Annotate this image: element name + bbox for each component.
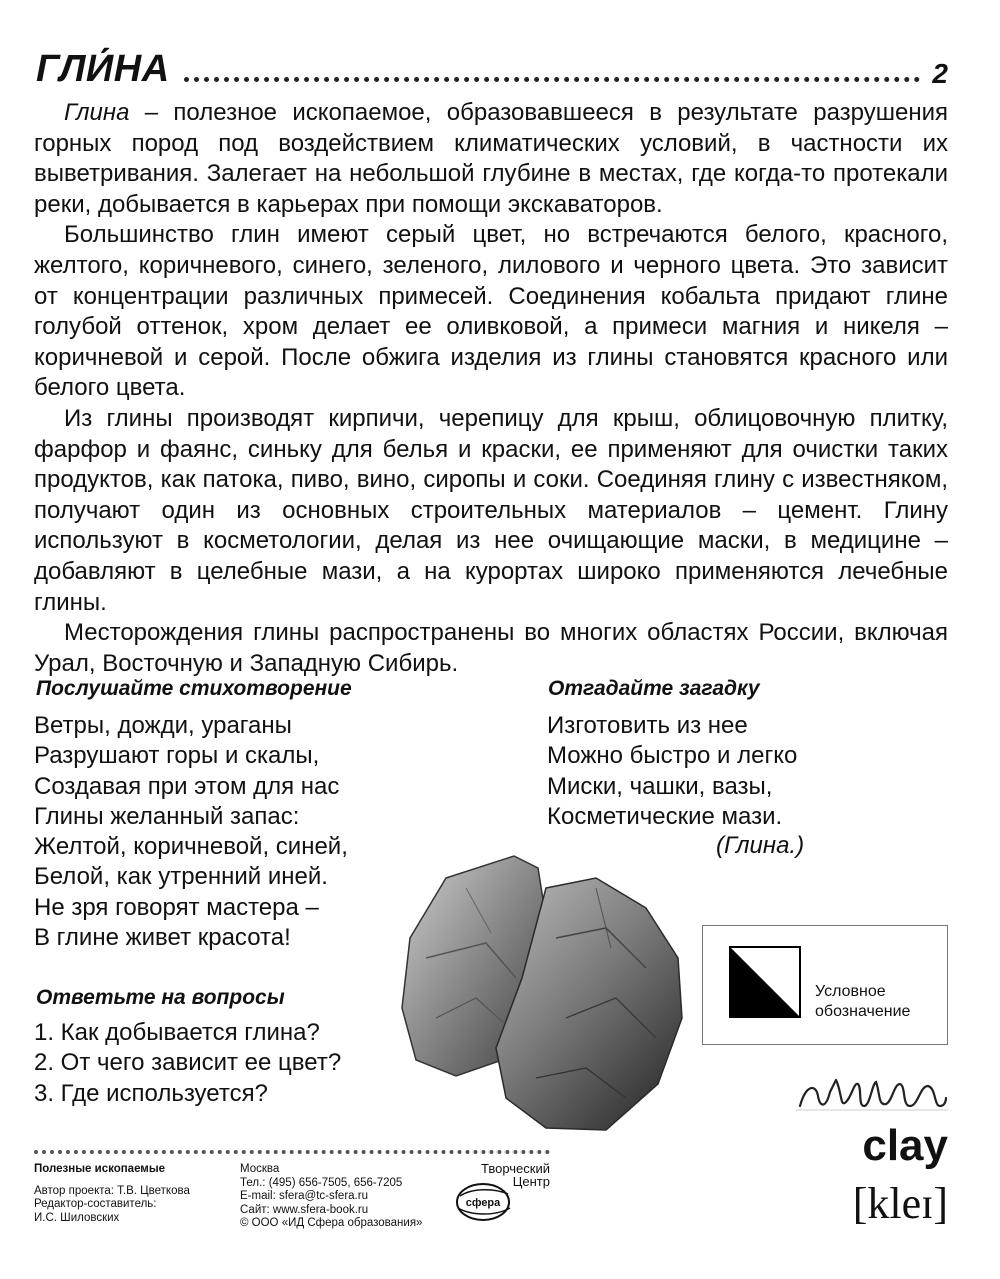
publisher-name-line-2: Центр — [512, 1174, 550, 1189]
legend-box — [702, 925, 948, 1045]
footer-copyright: © ООО «ИД Сфера образования» — [240, 1217, 423, 1229]
title-dotted-leader — [184, 77, 921, 82]
transcription: [kleɪ] — [852, 1179, 948, 1228]
riddle-lines — [547, 711, 797, 832]
footer-credits — [34, 1163, 190, 1225]
footer-editor-label: Редактор-составитель: — [34, 1198, 157, 1210]
poem-line: Разрушают горы и скалы, — [34, 742, 320, 770]
cursive-word-image — [796, 1062, 948, 1128]
intro-text — [34, 98, 948, 679]
page-title: ГЛИ́НА — [36, 48, 170, 90]
question-item: 1. Как добывается глина? — [34, 1019, 320, 1046]
poem-heading: Послушайте стихотворение — [36, 677, 352, 700]
footer-series: Полезные ископаемые — [34, 1163, 166, 1175]
riddle-line: Можно быстро и легко — [547, 742, 798, 770]
poem-line: В глине живет красота! — [34, 924, 291, 952]
intro-paragraph-1 — [34, 98, 948, 220]
riddle-line: Косметические мази. — [547, 802, 783, 830]
clay-rock-image — [396, 848, 686, 1136]
publisher-block — [444, 1162, 556, 1224]
footer-contacts — [240, 1163, 422, 1231]
footer-phone: Тел.: (495) 656-7505, 656-7205 — [240, 1176, 403, 1189]
riddle-heading: Отгадайте загадку — [548, 677, 760, 700]
footer-email: E-mail: sfera@tc-sfera.ru — [240, 1190, 368, 1202]
footer-site: Сайт: www.sfera-book.ru — [240, 1203, 369, 1216]
question-item: 3. Где используется? — [34, 1079, 268, 1107]
english-word: clay — [862, 1121, 948, 1170]
riddle-line: Миски, чашки, вазы, — [547, 772, 773, 800]
legend-label-line-2: обозначение — [815, 1003, 911, 1020]
legend-label — [815, 982, 910, 1022]
poem-lines — [34, 711, 348, 953]
legend-label-line-1: Условное — [815, 983, 886, 1000]
riddle-answer: (Глина.) — [716, 832, 805, 859]
sfera-logo-text: сфера — [465, 1197, 501, 1209]
intro-paragraph-3: Из глины производят кирпичи, черепицу для крыш, облицовочную плитку, фарфор и фаянс, синьку для белья и краски, ее применяют для очистки таких продуктов, как патока, пиво, вино, сиропы и соки. Соединяя глину с известняком, получают один из основных строительных материалов – цемент. Глину используют в косметологии, делая из нее очищающие маски, в медицине – добавляют в целебные мази, а на курортах широко применяются лечебные глины. — [34, 404, 948, 616]
questions-heading: Ответьте на вопросы — [36, 986, 285, 1009]
intro-paragraph-2: Большинство глин имеют серый цвет, но встречаются белого, красного, желтого, коричневого, синего, зеленого, лилового и черного цвета. Это зависит от концентрации различных примесей. Соединения кобальта придают глине голубой оттенок, хром делает ее оливковой, а примеси магния и никеля – коричневой и серой. После обжига изделия из глины становятся красного или белого цвета. — [34, 221, 948, 402]
page-number: 2 — [932, 58, 948, 89]
clay-symbol-icon — [729, 946, 801, 1018]
poem-line: Ветры, дожди, ураганы — [34, 712, 292, 739]
poem-line: Создавая при этом для нас — [34, 772, 340, 800]
poem-line: Глины желанный запас: — [34, 802, 300, 830]
poem-line: Желтой, коричневой, синей, — [34, 833, 348, 861]
intro-term: Глина — [64, 99, 130, 126]
intro-paragraph-4: Месторождения глины распространены во многих областях России, включая Урал, Восточную и Западную Сибирь. — [34, 619, 948, 677]
sfera-logo-icon — [452, 1180, 514, 1222]
intro-paragraph-1-text: – полезное ископаемое, образовавшееся в результате разрушения горных пород под воздействием климатических условий, в частности их выветривания. Залегает на небольшой глубине в местах, где когда-то протекали реки, добывается в карьерах при помощи экскаваторов. — [34, 99, 948, 218]
footer-divider — [34, 1150, 550, 1154]
question-item: 2. От чего зависит ее цвет? — [34, 1049, 342, 1077]
footer-city: Москва — [240, 1163, 280, 1175]
publisher-name-line-1: Творческий — [480, 1161, 550, 1176]
questions-list — [34, 1018, 341, 1109]
footer-author: Автор проекта: Т.В. Цветкова — [34, 1184, 190, 1197]
poem-line: Не зря говорят мастера – — [34, 893, 319, 921]
footer-editor-name: И.С. Шиловских — [34, 1211, 120, 1224]
riddle-line: Изготовить из нее — [547, 712, 748, 739]
title-row — [36, 38, 948, 88]
poem-line: Белой, как утренний иней. — [34, 863, 328, 891]
